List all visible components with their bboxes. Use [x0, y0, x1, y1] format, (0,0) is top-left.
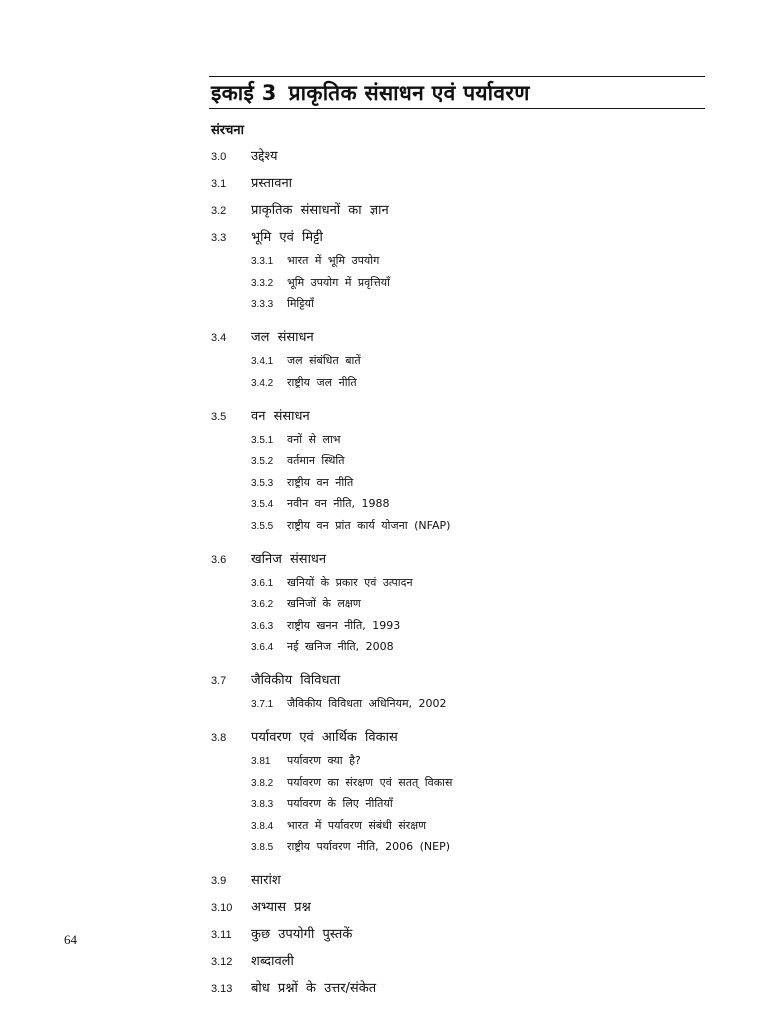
toc-subentry-number: 3.3.3 [251, 299, 274, 310]
unit-title [211, 78, 530, 108]
toc-entry-number: 3.1 [211, 178, 227, 190]
toc-subentry [211, 372, 711, 402]
toc-entry-title: शब्दावली [251, 954, 294, 969]
toc-entry-number: 3.7 [211, 675, 227, 687]
toc-subentry [211, 593, 711, 615]
toc-subentry [211, 272, 711, 294]
toc-subentry-number: 3.6.3 [251, 620, 274, 632]
toc-entry-number: 3.8 [211, 732, 227, 744]
toc-subentry-number: 3.5.5 [251, 520, 274, 532]
toc-subentry-title: पर्यावरण क्या है? [287, 754, 361, 767]
toc-subentry-number: 3.5.3 [251, 477, 274, 489]
toc-entry-title: उद्देश्य [251, 149, 278, 164]
toc-subentry-title: वनों से लाभ [287, 432, 341, 446]
toc-subentry-number: 3.4.2 [251, 377, 274, 389]
toc-subentry [211, 515, 711, 545]
toc-subentry [211, 250, 711, 272]
toc-subentry [211, 772, 711, 794]
toc-subentry-number: 3.3.1 [251, 256, 274, 267]
toc-subentry-number: 3.6.4 [251, 642, 274, 653]
toc-entry [211, 545, 711, 572]
toc-entry [211, 974, 711, 1001]
toc-subentry [211, 793, 711, 815]
toc-entry-title: प्रस्तावना [251, 176, 293, 191]
toc-entry-number: 3.5 [211, 410, 227, 423]
toc-entry-title: सारांश [251, 873, 281, 888]
header-rule-bottom [209, 108, 705, 109]
toc-entry-title: बोध प्रश्नों के उत्तर/संकेत [251, 981, 377, 996]
toc-subentry [211, 636, 711, 666]
toc-entry-number: 3.0 [211, 151, 227, 163]
toc-entry-number: 3.10 [211, 902, 233, 914]
unit-title-text: प्राकृतिक संसाधन एवं पर्यावरण [288, 81, 530, 105]
toc-subentry-number: 3.8.4 [251, 820, 274, 832]
toc-entry-title: जल संसाधन [251, 330, 314, 345]
toc-subentry-title: नई खनिज नीति, 2008 [287, 640, 394, 653]
toc-subentry-number: 3.81 [251, 756, 271, 767]
toc-entry [211, 666, 711, 693]
toc-subentry [211, 472, 711, 494]
toc-subentry [211, 572, 711, 594]
toc-entry-number: 3.12 [211, 956, 233, 968]
toc-subentry-title: वर्तमान स्थिति [287, 454, 345, 467]
toc-subentry-number: 3.5.2 [251, 456, 274, 467]
toc-subentry [211, 750, 711, 772]
toc-subentry-title: राष्ट्रीय वन प्रांत कार्य योजना (NFAP) [287, 518, 451, 532]
toc-subentry-title: मिट्टियाँ [287, 297, 314, 310]
toc-subentry-number: 3.8.5 [251, 842, 274, 853]
toc-subentry-title: भारत में भूमि उपयोग [287, 254, 380, 267]
toc-subentry-title: नवीन वन नीति, 1988 [287, 497, 390, 510]
toc-entry [211, 402, 711, 429]
toc-subentry [211, 429, 711, 451]
toc-subentry [211, 450, 711, 472]
toc-subentry-title: जल संबंधित बातें [287, 354, 361, 367]
toc-subentry-title: खनियों के प्रकार एवं उत्पादन [287, 575, 413, 589]
toc-subentry-number: 3.4.1 [251, 356, 274, 367]
header-rule-top [209, 76, 705, 77]
toc-subentry [211, 815, 711, 837]
toc-subentry-title: पर्यावरण का संरक्षण एवं सतत् विकास [287, 775, 453, 789]
toc-subentry-number: 3.6.2 [251, 599, 274, 610]
toc-entry [211, 947, 711, 974]
toc-entry [211, 866, 711, 893]
toc-entry-title: कुछ उपयोगी पुस्तकें [251, 927, 353, 942]
toc-entry-number: 3.11 [211, 929, 232, 941]
toc-subentry-title: जैविकीय विविधता अधिनियम, 2002 [287, 697, 447, 710]
toc-entry [211, 723, 711, 750]
toc-entry-title: वन संसाधन [251, 408, 310, 424]
page-number: 64 [64, 932, 77, 947]
toc-subentry [211, 350, 711, 372]
toc-entry-title: भूमि एवं मिट्टी [251, 230, 323, 245]
table-of-contents [211, 142, 711, 1001]
toc-entry [211, 323, 711, 350]
toc-entry-number: 3.3 [211, 232, 227, 244]
toc-subentry-number: 3.3.2 [251, 277, 274, 289]
toc-subentry-number: 3.8.3 [251, 799, 274, 810]
toc-subentry-number: 3.8.2 [251, 777, 274, 789]
toc-subentry [211, 615, 711, 637]
toc-subentry-number: 3.5.1 [251, 434, 274, 446]
toc-entry-number: 3.2 [211, 205, 227, 217]
toc-entry-title: अभ्यास प्रश्न [251, 900, 311, 915]
toc-subentry [211, 693, 711, 723]
toc-subentry-title: खनिजों के लक्षण [287, 597, 361, 610]
toc-entry-title: खनिज संसाधन [251, 551, 327, 567]
toc-entry [211, 142, 711, 169]
toc-subentry-number: 3.7.1 [251, 699, 274, 710]
toc-subentry [211, 493, 711, 515]
toc-entry [211, 196, 711, 223]
toc-entry [211, 893, 711, 920]
toc-subentry-title: भूमि उपयोग में प्रवृत्तियाँ [287, 275, 390, 289]
toc-subentry [211, 293, 711, 323]
toc-entry [211, 920, 711, 947]
toc-entry-number: 3.9 [211, 875, 227, 887]
toc-subentry-number: 3.5.4 [251, 499, 274, 510]
toc-entry-title: जैविकीय विविधता [251, 673, 341, 688]
toc-subentry [211, 836, 711, 866]
toc-subentry-number: 3.6.1 [251, 577, 274, 589]
toc-subentry-title: राष्ट्रीय पर्यावरण नीति, 2006 (NEP) [287, 840, 450, 853]
toc-subentry-title: पर्यावरण के लिए नीतियाँ [287, 797, 393, 810]
structure-heading: संरचना [211, 123, 244, 138]
toc-entry [211, 169, 711, 196]
toc-entry-number: 3.4 [211, 332, 227, 344]
unit-label: इकाई 3 [211, 81, 277, 105]
toc-subentry-title: राष्ट्रीय वन नीति [287, 475, 354, 489]
toc-entry-title: पर्यावरण एवं आर्थिक विकास [251, 730, 398, 745]
toc-entry-number: 3.13 [211, 983, 233, 995]
toc-entry-number: 3.6 [211, 553, 227, 566]
toc-subentry-title: राष्ट्रीय खनन नीति, 1993 [287, 618, 401, 632]
toc-entry-title: प्राकृतिक संसाधनों का ज्ञान [251, 203, 389, 218]
toc-subentry-title: भारत में पर्यावरण संबंधी संरक्षण [287, 818, 427, 832]
toc-entry [211, 223, 711, 250]
toc-subentry-title: राष्ट्रीय जल नीति [287, 375, 357, 389]
